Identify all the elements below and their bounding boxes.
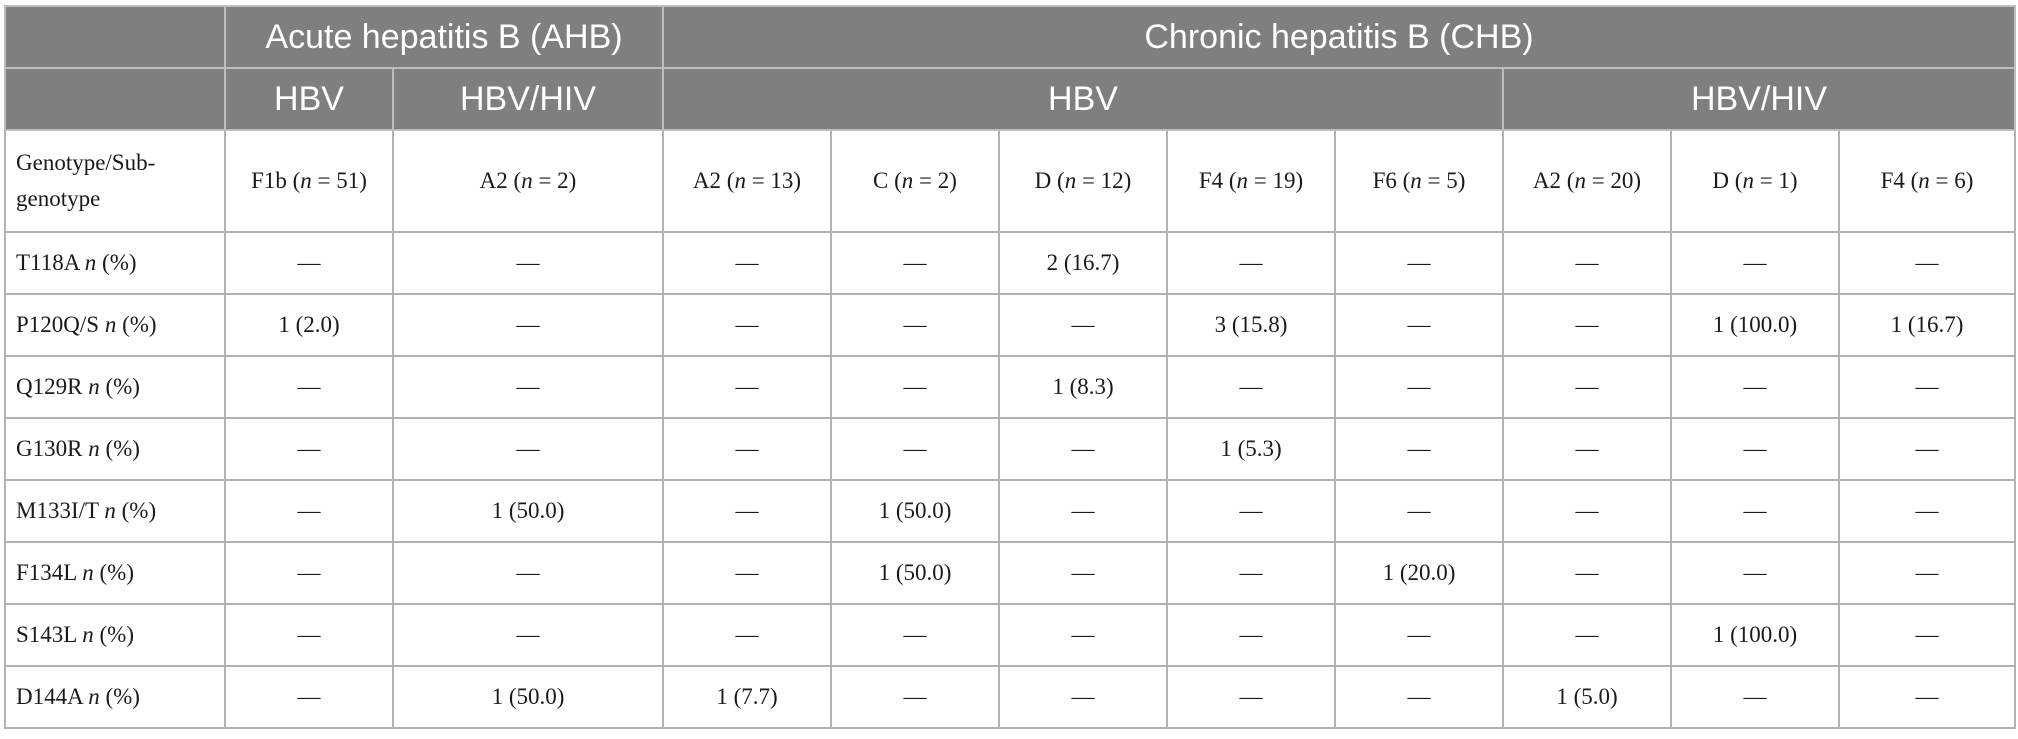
table-row [5, 604, 2015, 666]
table-cell: — [999, 604, 1167, 666]
table-cell: 1 (50.0) [831, 480, 999, 542]
table-cell: — [831, 294, 999, 356]
table-cell: 1 (100.0) [1671, 294, 1839, 356]
mutation-name: P120Q/S [16, 312, 100, 337]
percent-unit: (%) [105, 684, 140, 709]
genotype-name: D [1712, 168, 1730, 193]
table-cell: — [225, 232, 393, 294]
equals-sign: = [532, 168, 558, 193]
mutation-label [5, 418, 225, 480]
table-cell: — [1839, 542, 2015, 604]
table-cell: — [393, 232, 663, 294]
table-cell: 2 (16.7) [999, 232, 1167, 294]
sample-size: 20 [1610, 168, 1634, 193]
genotype-name: D [1034, 168, 1052, 193]
n-symbol: n [1918, 168, 1930, 193]
equals-sign: = [1929, 168, 1955, 193]
table-cell: — [225, 666, 393, 728]
n-symbol: n [82, 560, 94, 585]
n-symbol: n [88, 436, 100, 461]
table-cell: — [1167, 356, 1335, 418]
equals-sign: = [311, 168, 337, 193]
table-cell: — [999, 480, 1167, 542]
table-cell: — [1335, 480, 1503, 542]
percent-unit: (%) [105, 436, 140, 461]
n-symbol: n [104, 312, 117, 337]
percent-unit: (%) [121, 498, 157, 523]
n-symbol: n [1574, 168, 1586, 193]
sample-size: 12 [1100, 168, 1124, 193]
table-cell: — [999, 294, 1167, 356]
n-symbol: n [1064, 168, 1077, 193]
sample-size: 6 [1954, 168, 1966, 193]
table-row [5, 232, 2015, 294]
percent-unit: (%) [99, 560, 134, 585]
table-cell: — [1167, 542, 1335, 604]
table-cell: — [1503, 294, 1671, 356]
sample-size: 2 [557, 168, 569, 193]
table-cell: — [393, 356, 663, 418]
table-cell: 1 (100.0) [1671, 604, 1839, 666]
genotype-cell: A2 (n = 13) [663, 130, 831, 232]
equals-sign: = [745, 168, 771, 193]
n-symbol: n [1410, 168, 1422, 193]
table-row [5, 356, 2015, 418]
table-cell: — [1167, 232, 1335, 294]
equals-sign: = [1753, 168, 1779, 193]
table-cell: 1 (16.7) [1839, 294, 2015, 356]
sample-size: 13 [770, 168, 794, 193]
mutation-name: M133I/T [16, 498, 99, 523]
equals-sign: = [1248, 168, 1273, 193]
percent-unit: (%) [122, 312, 157, 337]
genotype-row-label [5, 130, 225, 232]
equals-sign: = [1421, 168, 1447, 193]
table-cell: — [831, 418, 999, 480]
table-cell: — [1335, 418, 1503, 480]
mutation-name: D144A [16, 684, 83, 709]
table-cell: 1 (50.0) [393, 480, 663, 542]
table-cell: — [663, 294, 831, 356]
n-symbol: n [1236, 168, 1249, 193]
table-cell: — [1167, 480, 1335, 542]
table-cell: 1 (5.3) [1167, 418, 1335, 480]
table-cell: — [1839, 666, 2015, 728]
genotype-name: A2 [1532, 168, 1562, 193]
table-cell: — [1335, 232, 1503, 294]
table-cell: — [831, 232, 999, 294]
table-cell: — [225, 604, 393, 666]
genotype-name: F4 [1880, 168, 1905, 193]
table-cell: — [1671, 356, 1839, 418]
sample-size: 19 [1272, 168, 1296, 193]
table-cell: — [225, 418, 393, 480]
mutation-name: G130R [16, 436, 83, 461]
table-cell: — [1503, 480, 1671, 542]
genotype-name: F4 [1198, 168, 1224, 193]
genotype-cell: F4 (n = 19) [1167, 130, 1335, 232]
table-cell: — [1335, 356, 1503, 418]
table-cell: — [831, 666, 999, 728]
table-row [5, 418, 2015, 480]
table-cell: — [1503, 232, 1671, 294]
table-cell: — [831, 356, 999, 418]
percent-unit: (%) [102, 250, 137, 275]
genotype-cell: D (n = 12) [999, 130, 1167, 232]
table-cell: 3 (15.8) [1167, 294, 1335, 356]
table-cell: — [663, 232, 831, 294]
header-blank-cell [5, 68, 225, 130]
table-cell: — [225, 356, 393, 418]
table-cell: 1 (50.0) [393, 666, 663, 728]
table-cell: — [663, 604, 831, 666]
header-row-2 [5, 68, 2015, 130]
genotype-label-line1: Genotype/Sub- [16, 150, 156, 175]
equals-sign: = [1076, 168, 1101, 193]
table-cell: — [225, 480, 393, 542]
n-symbol: n [901, 168, 914, 193]
mutation-label [5, 666, 225, 728]
table-cell: — [663, 542, 831, 604]
n-symbol: n [521, 168, 533, 193]
n-symbol: n [88, 374, 100, 399]
table-cell: 1 (20.0) [1335, 542, 1503, 604]
genotype-name: A2 [692, 168, 722, 193]
genotype-cell: A2 (n = 2) [393, 130, 663, 232]
table-cell: — [1671, 480, 1839, 542]
table-cell: — [1503, 356, 1671, 418]
table-cell: — [1671, 232, 1839, 294]
sample-size: 51 [336, 168, 360, 193]
mutation-table-wrapper [4, 5, 2014, 729]
table-row [5, 542, 2015, 604]
genotype-name: A2 [479, 168, 508, 193]
genotype-cell: D (n = 1) [1671, 130, 1839, 232]
table-row [5, 480, 2015, 542]
header-sub-acute-hbv-hiv: HBV/HIV [393, 68, 663, 130]
percent-unit: (%) [99, 622, 134, 647]
genotype-name: F1b [251, 168, 287, 193]
table-cell: — [999, 418, 1167, 480]
sample-size: 2 [937, 168, 950, 193]
table-cell: — [1503, 604, 1671, 666]
mutation-label [5, 294, 225, 356]
table-cell: 1 (50.0) [831, 542, 999, 604]
genotype-cell: A2 (n = 20) [1503, 130, 1671, 232]
mutation-name: S143L [16, 622, 77, 647]
header-sub-chronic-hbv: HBV [663, 68, 1503, 130]
n-symbol: n [104, 498, 116, 523]
table-row [5, 294, 2015, 356]
table-cell: 1 (5.0) [1503, 666, 1671, 728]
mutation-label [5, 604, 225, 666]
mutation-table [4, 5, 2016, 729]
genotype-row [5, 130, 2015, 232]
table-cell: 1 (2.0) [225, 294, 393, 356]
header-acute-group: Acute hepatitis B (AHB) [225, 6, 663, 68]
table-cell: — [1503, 418, 1671, 480]
mutation-name: Q129R [16, 374, 83, 399]
table-cell: — [1839, 232, 2015, 294]
table-cell: — [1671, 542, 1839, 604]
table-cell: — [663, 356, 831, 418]
mutation-label [5, 480, 225, 542]
table-cell: — [225, 542, 393, 604]
percent-unit: (%) [105, 374, 140, 399]
table-cell: — [393, 294, 663, 356]
mutation-label [5, 232, 225, 294]
header-chronic-group: Chronic hepatitis B (CHB) [663, 6, 2015, 68]
genotype-name: F6 [1372, 168, 1397, 193]
table-cell: — [999, 542, 1167, 604]
genotype-cell: F1b (n = 51) [225, 130, 393, 232]
genotype-cell: C (n = 2) [831, 130, 999, 232]
genotype-cell: F6 (n = 5) [1335, 130, 1503, 232]
mutation-label [5, 542, 225, 604]
table-cell: — [1335, 604, 1503, 666]
header-sub-chronic-hbv-hiv: HBV/HIV [1503, 68, 2015, 130]
table-cell: — [1671, 666, 1839, 728]
genotype-cell: F4 (n = 6) [1839, 130, 2015, 232]
n-symbol: n [82, 622, 94, 647]
table-cell: — [393, 604, 663, 666]
table-cell: 1 (8.3) [999, 356, 1167, 418]
sample-size: 1 [1778, 168, 1790, 193]
table-cell: — [393, 542, 663, 604]
n-symbol: n [1742, 168, 1754, 193]
table-cell: — [1839, 418, 2015, 480]
table-cell: 1 (7.7) [663, 666, 831, 728]
n-symbol: n [734, 168, 746, 193]
n-symbol: n [84, 250, 97, 275]
genotype-label-line2: genotype [16, 186, 101, 211]
table-cell: — [393, 418, 663, 480]
equals-sign: = [913, 168, 938, 193]
table-row [5, 666, 2015, 728]
table-cell: — [1167, 604, 1335, 666]
table-cell: — [1839, 356, 2015, 418]
equals-sign: = [1585, 168, 1611, 193]
mutation-label [5, 356, 225, 418]
header-blank-cell [5, 6, 225, 68]
n-symbol: n [300, 168, 312, 193]
table-cell: — [1335, 294, 1503, 356]
mutation-name: T118A [16, 250, 80, 275]
table-body [5, 130, 2015, 728]
n-symbol: n [88, 684, 100, 709]
table-cell: — [1839, 604, 2015, 666]
table-cell: — [831, 604, 999, 666]
table-cell: — [999, 666, 1167, 728]
table-cell: — [1335, 666, 1503, 728]
header-sub-acute-hbv: HBV [225, 68, 393, 130]
table-cell: — [1167, 666, 1335, 728]
genotype-name: C [873, 168, 889, 193]
header-row-1 [5, 6, 2015, 68]
table-cell: — [1839, 480, 2015, 542]
table-cell: — [1671, 418, 1839, 480]
table-cell: — [663, 418, 831, 480]
table-cell: — [1503, 542, 1671, 604]
table-cell: — [663, 480, 831, 542]
sample-size: 5 [1446, 168, 1458, 193]
mutation-name: F134L [16, 560, 77, 585]
